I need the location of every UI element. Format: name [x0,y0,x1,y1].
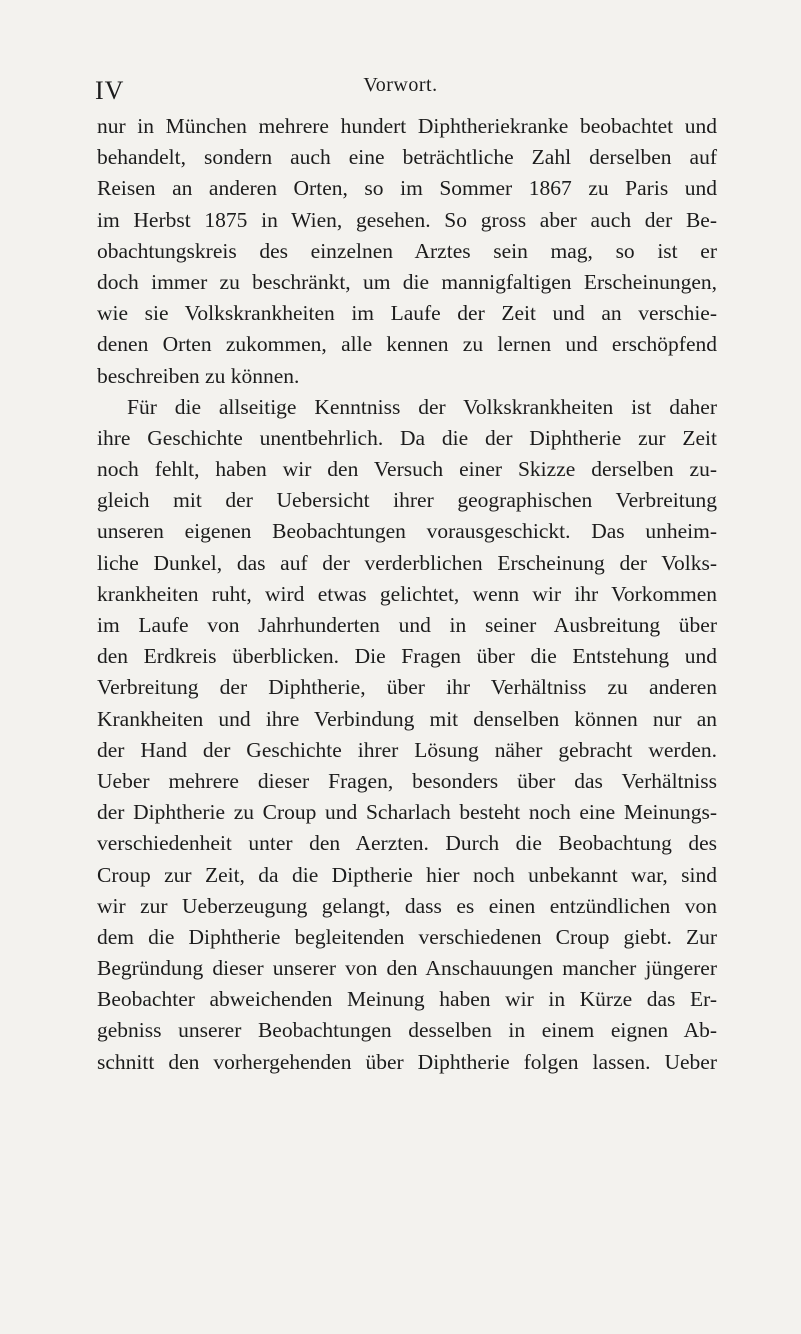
text-line: Krankheiten und ihre Verbindung mit denselben können nur an [97,706,717,731]
page-number: IV [95,76,125,105]
text-line: schnitt den vorhergehenden über Diphtherie folgen lassen. Ueber [97,1049,717,1074]
text-line: dem die Diphtherie begleitenden verschiedenen Croup giebt. Zur [97,924,717,949]
text-line: Verbreitung der Diphtherie, über ihr Verhältniss zu anderen [97,675,717,700]
text-line: nur in München mehrere hundert Diphtheriekranke beobachtet und [97,114,717,138]
text-line: Begründung dieser unserer von den Anschauungen mancher jüngerer [97,956,717,981]
text-line: denen Orten zukommen, alle kennen zu lernen und erschöpfend [97,332,717,357]
text-line: der Hand der Geschichte ihrer Lösung näher gebracht werden. [97,737,717,762]
text-line: Croup zur Zeit, da die Diptherie hier noch unbekannt war, sind [97,862,717,887]
text-line: im Laufe von Jahrhunderten und in seiner Ausbreitung über [97,613,717,637]
text-line: wir zur Ueberzeugung gelangt, dass es einen entzündlichen von [97,893,717,918]
page-header [0,74,801,104]
text-line: liche Dunkel, das auf der verderblichen Erscheinung der Volks- [97,550,717,575]
text-line: den Erdkreis überblicken. Die Fragen über die Entstehung und [97,644,717,669]
text-line: krankheiten ruht, wird etwas gelichtet, wenn wir ihr Vorkommen [97,581,717,606]
text-line: wie sie Volkskrankheiten im Laufe der Zeit und an verschie- [97,301,717,326]
text-line: Ueber mehrere dieser Fragen, besonders über das Verhältniss [97,768,717,793]
text-line: Für die allseitige Kenntniss der Volkskrankheiten ist daher [127,394,717,419]
text-line: ihre Geschichte unentbehrlich. Da die der Diphtherie zur Zeit [97,425,717,450]
body-text [97,111,717,1078]
text-line: im Herbst 1875 in Wien, gesehen. So gross aber auch der Be- [97,207,717,232]
text-line: doch immer zu beschränkt, um die mannigfaltigen Erscheinungen, [97,269,717,294]
text-line: behandelt, sondern auch eine beträchtliche Zahl derselben auf [97,145,717,170]
text-line: verschiedenheit unter den Aerzten. Durch die Beobachtung des [97,831,717,856]
text-line: obachtungskreis des einzelnen Arztes sein mag, so ist er [97,238,717,263]
text-line: noch fehlt, haben wir den Versuch einer Skizze derselben zu- [97,457,717,482]
text-line: der Diphtherie zu Croup und Scharlach besteht noch eine Meinungs- [97,800,717,825]
text-line: unseren eigenen Beobachtungen vorausgeschickt. Das unheim- [97,519,717,544]
text-line: gleich mit der Uebersicht ihrer geographischen Verbreitung [97,488,717,513]
text-line: gebniss unserer Beobachtungen desselben in einem eignen Ab- [97,1018,717,1043]
text-line: beschreiben zu können. [97,363,300,388]
text-line: Beobachter abweichenden Meinung haben wir in Kürze das Er- [97,987,717,1012]
running-title: Vorwort. [363,74,438,96]
text-line: Reisen an anderen Orten, so im Sommer 1867 zu Paris und [97,176,717,201]
